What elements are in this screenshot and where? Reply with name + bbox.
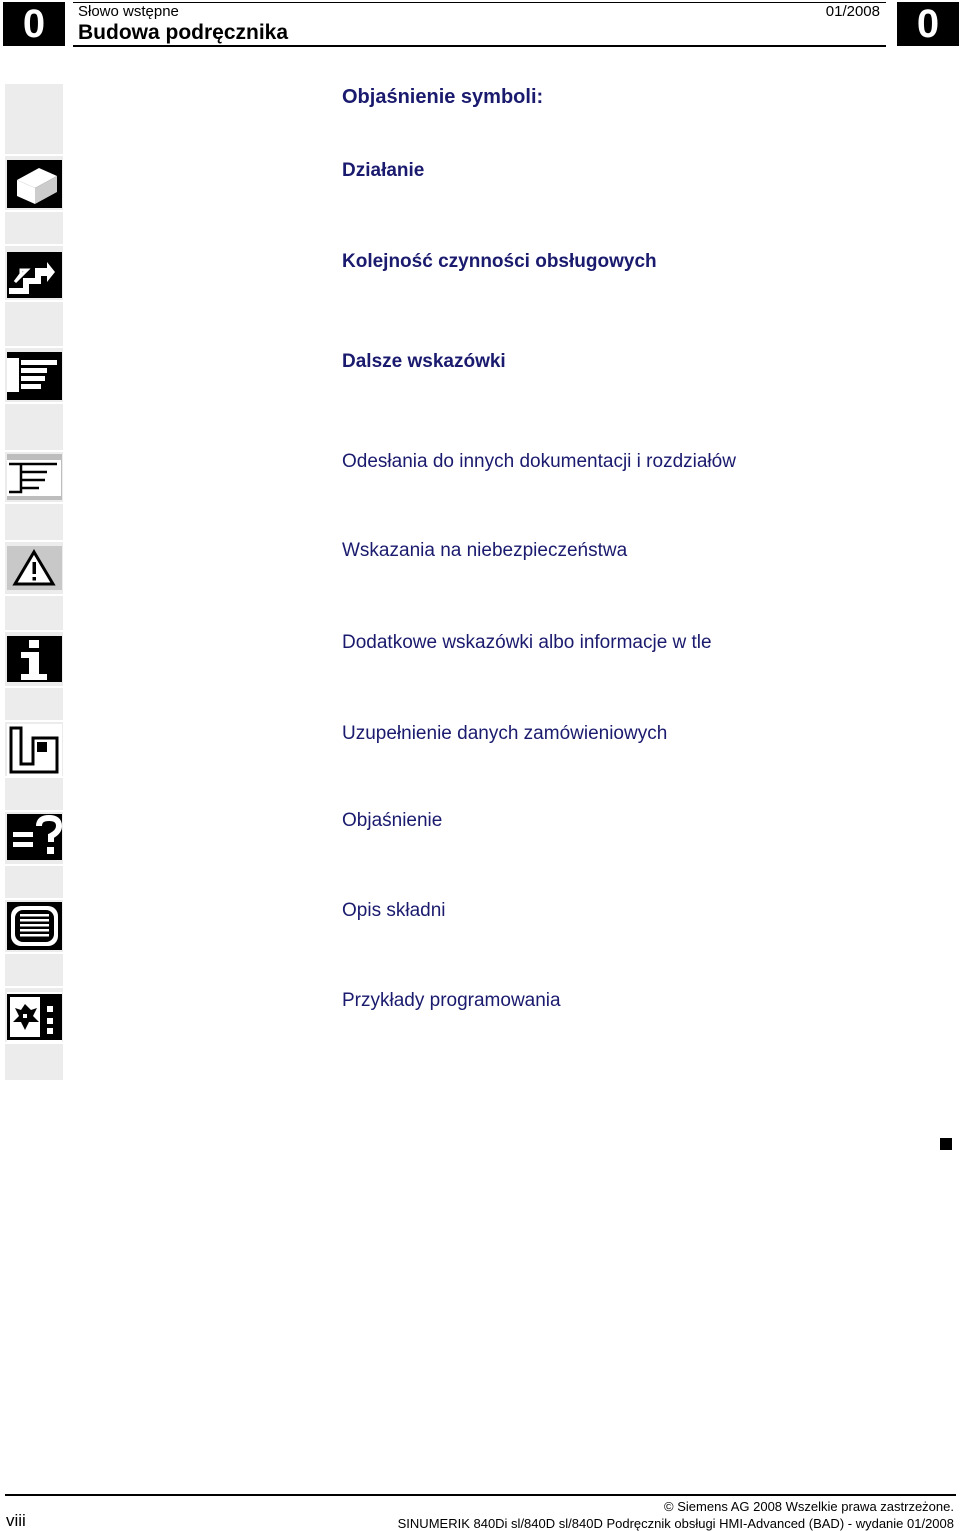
footer-copyright-text: Siemens AG 2008 Wszelkie prawa zastrzeżone.: [677, 1499, 954, 1514]
footer-copyright: [664, 1499, 954, 1514]
order-data-icon: [7, 724, 62, 776]
copyright-icon: ©: [664, 1499, 674, 1514]
strip-separator: [5, 986, 63, 988]
equals-question-icon: [7, 814, 62, 860]
strip-separator: [5, 720, 63, 722]
header-rule-top: [73, 2, 886, 3]
legend-entry-ordering-data: Uzupełnienie danych zamówieniowych: [342, 723, 668, 744]
strip-separator: [5, 1042, 63, 1044]
strip-separator: [5, 898, 63, 900]
strip-separator: [5, 686, 63, 688]
page-title: Budowa podręcznika: [78, 21, 289, 44]
programming-example-icon: [7, 992, 62, 1042]
header-date: 01/2008: [825, 3, 880, 20]
page-number: viii: [6, 1511, 26, 1530]
strip-separator: [5, 776, 63, 778]
strip-separator: [5, 594, 63, 596]
strip-separator: [5, 346, 63, 348]
stairs-arrow-icon: [7, 252, 62, 298]
info-icon: [7, 636, 62, 682]
strip-separator: [5, 154, 63, 156]
strip-separator: [5, 810, 63, 812]
strip-separator: [5, 540, 63, 542]
strip-separator: [5, 450, 63, 452]
legend-entry-action: Działanie: [342, 160, 425, 181]
pointing-hand-outline-icon: [7, 454, 62, 500]
chapter-number-left: 0: [3, 2, 65, 46]
legend-heading: Objaśnienie symboli:: [342, 86, 544, 108]
legend-entry-explanation: Objaśnienie: [342, 810, 443, 831]
strip-separator: [5, 210, 63, 212]
strip-separator: [5, 864, 63, 866]
footer-document-title: SINUMERIK 840Di sl/840D sl/840D Podręcznik obsługi HMI-Advanced (BAD) - wydanie 01/2008: [397, 1516, 954, 1531]
syntax-lines-icon: [7, 902, 62, 950]
legend-entry-examples: Przykłady programowania: [342, 990, 561, 1011]
strip-separator: [5, 402, 63, 404]
legend-entry-references: Odesłania do innych dokumentacji i rozdziałów: [342, 451, 736, 472]
end-of-section-mark: [940, 1138, 952, 1150]
header-rule-bottom: [73, 45, 886, 47]
strip-separator: [5, 502, 63, 504]
block-icon: [7, 160, 62, 208]
legend-entry-additional-info: Dodatkowe wskazówki albo informacje w tle: [342, 632, 712, 653]
legend-entry-danger: Wskazania na niebezpieczeństwa: [342, 540, 628, 561]
chapter-number-right: 0: [897, 2, 959, 46]
strip-separator: [5, 300, 63, 302]
strip-separator: [5, 952, 63, 954]
legend-entry-operating-sequence: Kolejność czynności obsługowych: [342, 251, 657, 272]
pointing-hand-icon: [7, 352, 62, 400]
warning-triangle-icon: [7, 546, 62, 590]
strip-separator: [5, 630, 63, 632]
strip-separator: [5, 244, 63, 246]
legend-entry-syntax: Opis składni: [342, 900, 446, 921]
header-section: Słowo wstępne: [78, 3, 179, 20]
legend-entry-further-notes: Dalsze wskazówki: [342, 351, 506, 372]
footer-rule: [5, 1494, 956, 1496]
